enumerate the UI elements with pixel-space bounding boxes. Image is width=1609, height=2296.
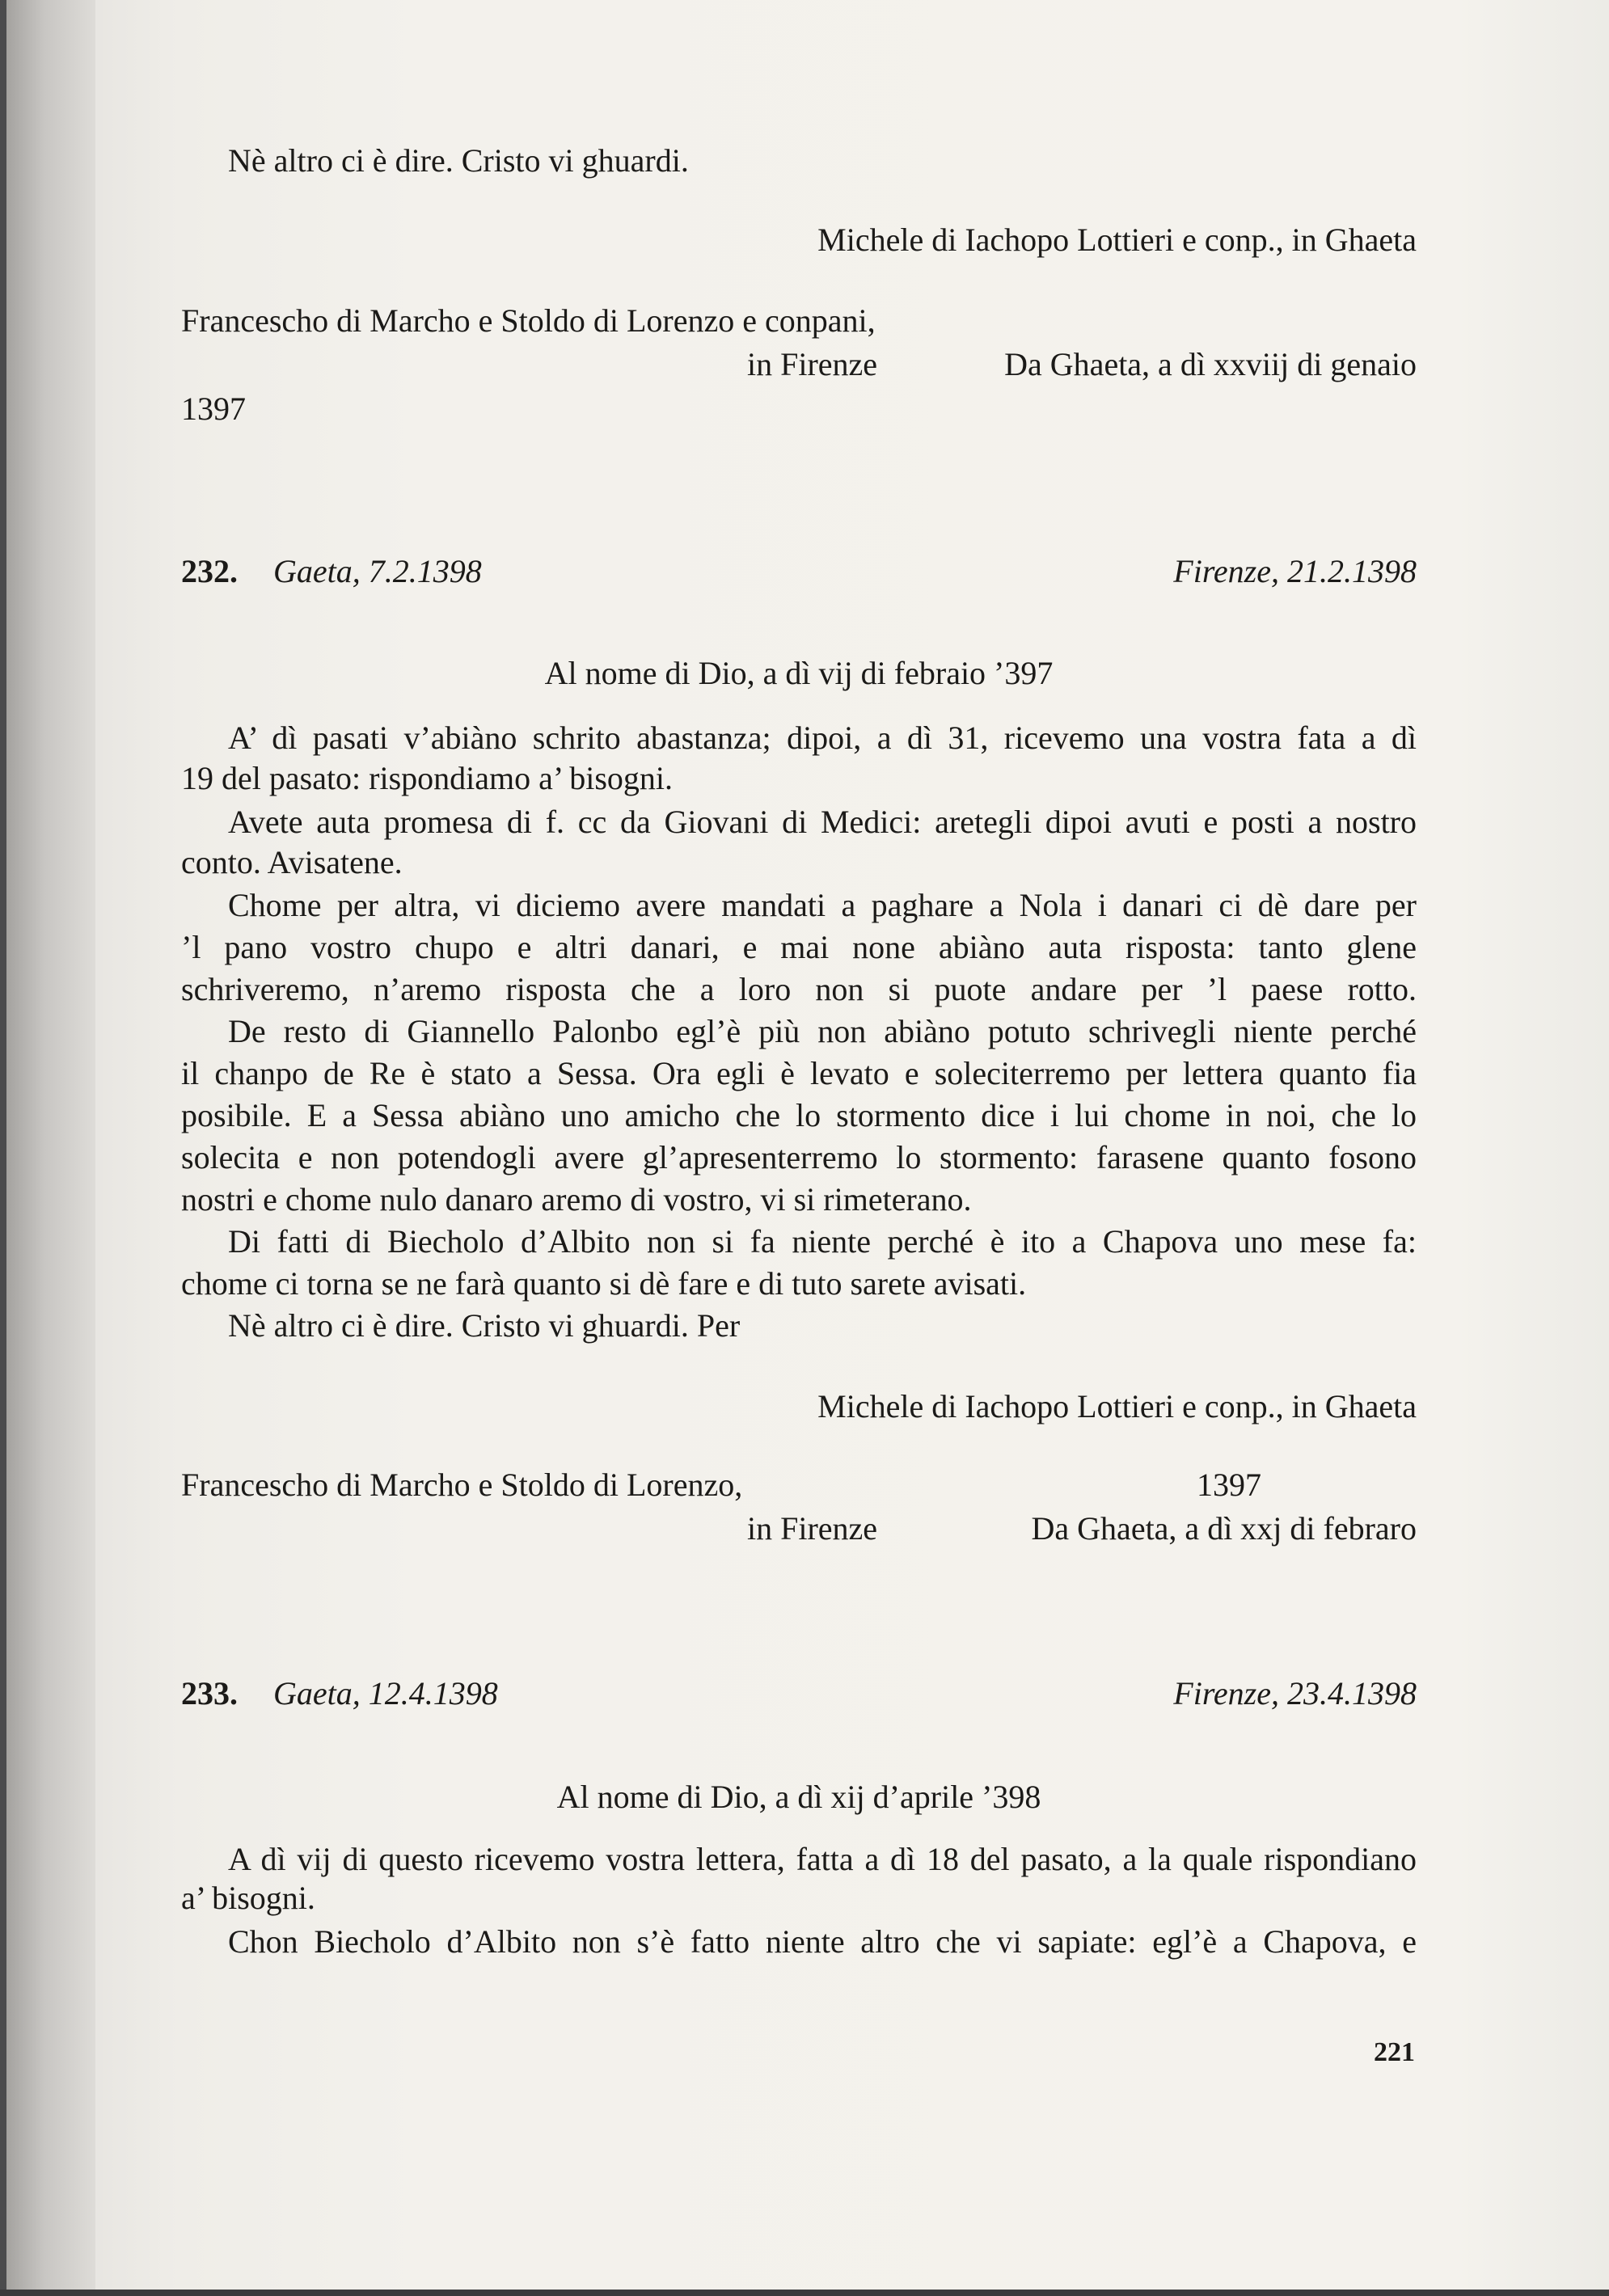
paragraph-line: posibile. E a Sessa abiàno uno amicho che lo stormento dice i lui chome in noi, che lo xyxy=(181,1097,1417,1133)
paragraph-line: 19 del pasato: rispondiamo a’ bisogni. xyxy=(181,760,674,796)
dateline: Da Ghaeta, a dì xxj di febraro xyxy=(1031,1510,1417,1547)
paragraph-line: a’ bisogni. xyxy=(181,1880,315,1916)
paragraph-line: Chome per altra, vi diciemo avere mandati a paghare a Nola i danari ci dè dare per xyxy=(228,887,1417,923)
letter-destination: Firenze, 23.4.1398 xyxy=(1173,1675,1417,1711)
paragraph-line: schriveremo, n’aremo risposta che a loro non si puote andare per ’l paese rotto. xyxy=(181,971,1417,1007)
invocation: Al nome di Dio, a dì vij di febraio ’397 xyxy=(544,655,1054,691)
dateline-year: 1397 xyxy=(1197,1467,1261,1503)
letter-number: 232. xyxy=(181,553,238,589)
invocation: Al nome di Dio, a dì xij d’aprile ’398 xyxy=(556,1779,1041,1815)
paragraph-line: De resto di Giannello Palonbo egl’è più non abiàno potuto schrivegli niente perché xyxy=(228,1013,1417,1049)
letter-destination: Firenze, 21.2.1398 xyxy=(1173,553,1417,589)
closing-line: Nè altro ci è dire. Cristo vi ghuardi. Per xyxy=(228,1307,741,1344)
closing-line: Nè altro ci è dire. Cristo vi ghuardi. xyxy=(228,142,689,179)
letter-origin: Gaeta, 12.4.1398 xyxy=(273,1675,498,1711)
paragraph-line: il chanpo de Re è stato a Sessa. Ora egli è levato e soleciterremo per lettera quanto fia xyxy=(181,1055,1417,1091)
paragraph-line: nostri e chome nulo danaro aremo di vostro, vi si rimeterano. xyxy=(181,1181,972,1218)
paragraph-line: conto. Avisatene. xyxy=(181,844,403,880)
recipient-address: Francescho di Marcho e Stoldo di Lorenzo e conpani, xyxy=(181,302,876,339)
book-gutter-shadow xyxy=(0,0,95,2296)
paragraph-line: Avete auta promesa di f. cc da Giovani di Medici: aretegli dipoi avuti e posti a nostro xyxy=(228,804,1417,840)
page-number: 221 xyxy=(1374,2037,1415,2067)
paragraph-line: A’ dì pasati v’abiàno schrito abastanza; dipoi, a dì 31, ricevemo una vostra fata a dì xyxy=(228,720,1417,756)
letter-number: 233. xyxy=(181,1675,238,1711)
sender-signature: Michele di Iachopo Lottieri e conp., in Ghaeta xyxy=(817,222,1417,258)
binding-edge xyxy=(0,0,6,2296)
paragraph-line: A dì vij di questo ricevemo vostra lettera, fatta a dì 18 del pasato, a la quale rispondiano xyxy=(228,1841,1417,1877)
scan-bottom-edge xyxy=(0,2290,1609,2296)
dateline-year: 1397 xyxy=(181,390,246,427)
sender-signature: Michele di Iachopo Lottieri e conp., in Ghaeta xyxy=(817,1388,1417,1424)
recipient-place: in Firenze xyxy=(747,346,878,382)
recipient-address: Francescho di Marcho e Stoldo di Lorenzo, xyxy=(181,1467,743,1503)
paragraph-line: Chon Biecholo d’Albito non s’è fatto niente altro che vi sapiate: egl’è a Chapova, e xyxy=(228,1923,1417,1960)
paragraph-line: chome ci torna se ne farà quanto si dè fare e di tuto sarete avisati. xyxy=(181,1265,1027,1302)
show-through-text xyxy=(170,1536,1455,1795)
dateline: Da Ghaeta, a dì xxviij di genaio xyxy=(1004,346,1417,382)
paragraph-line: solecita e non potendogli avere gl’apresenterremo lo stormento: farasene quanto fosono xyxy=(181,1139,1417,1175)
recipient-place: in Firenze xyxy=(747,1510,878,1547)
letter-origin: Gaeta, 7.2.1398 xyxy=(273,553,482,589)
paragraph-line: ’l pano vostro chupo e altri danari, e mai none abiàno auta risposta: tanto glene xyxy=(181,929,1417,965)
paragraph-line: Di fatti di Biecholo d’Albito non si fa niente perché è ito a Chapova uno mese fa: xyxy=(228,1223,1417,1260)
